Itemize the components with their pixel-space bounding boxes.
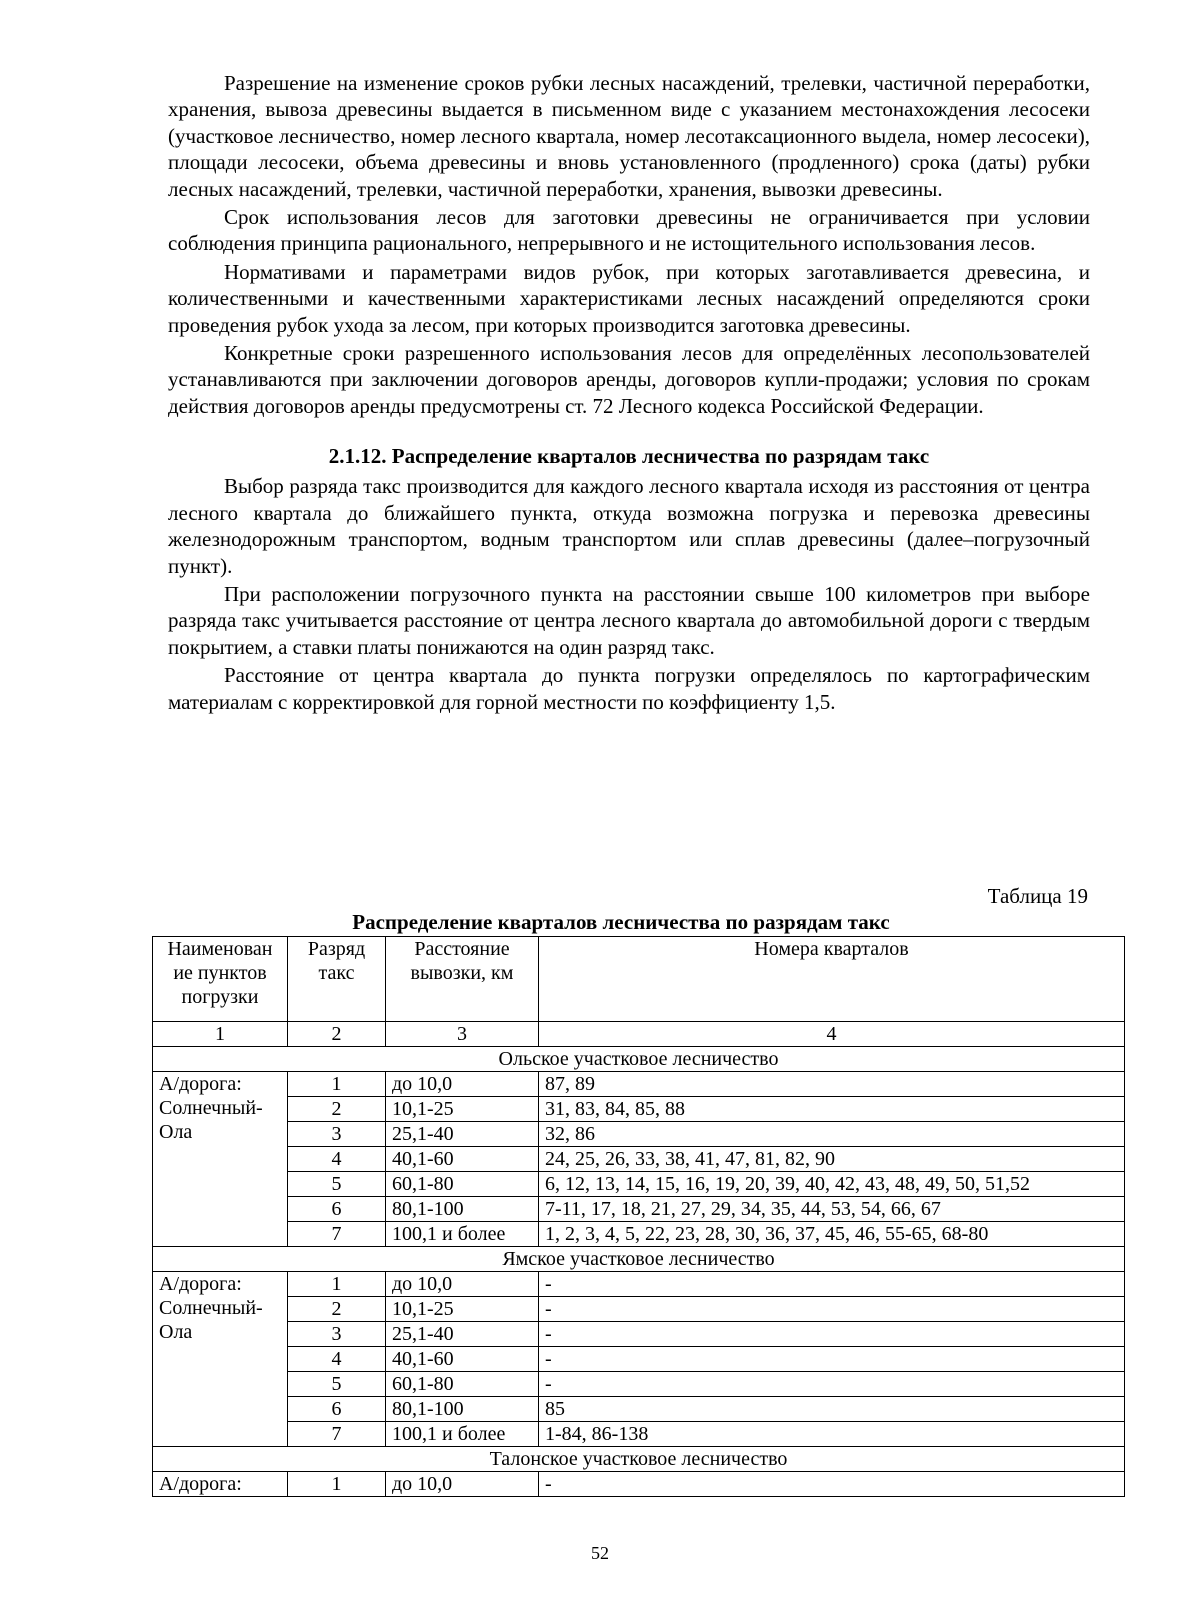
page-number: 52 [591,1543,609,1563]
grade-cell: 6 [288,1197,386,1222]
grade-cell: 1 [288,1272,386,1297]
table-title: Распределение кварталов лесничества по разрядам такс [352,910,890,934]
table-row [153,1147,1125,1172]
distance-cell: 25,1-40 [386,1122,539,1147]
quarters-cell: - [539,1472,1125,1497]
distance-cell: 100,1 и более [386,1422,539,1447]
section-title: Ямское участковое лесничество [153,1247,1125,1272]
quarters-cell: - [539,1297,1125,1322]
table-row [153,1372,1125,1397]
quarters-cell: 1, 2, 3, 4, 5, 22, 23, 28, 30, 36, 37, 45, 46, 55-65, 68-80 [539,1222,1125,1247]
grade-cell: 7 [288,1422,386,1447]
body-text [168,70,1090,717]
quarters-cell: - [539,1272,1125,1297]
distance-cell: 80,1-100 [386,1397,539,1422]
grade-cell: 4 [288,1147,386,1172]
section-heading: 2.1.12. Распределение кварталов лесничества по разрядам такс [328,444,930,469]
table-row [153,1397,1125,1422]
table-row [153,1472,1125,1497]
loading-point: А/дорога: Солнечный-Ола [153,1272,288,1447]
quarters-cell: 7-11, 17, 18, 21, 27, 29, 34, 35, 44, 53, 54, 66, 67 [539,1197,1125,1222]
section-row [153,1047,1125,1072]
quarters-cell: - [539,1372,1125,1397]
distance-cell: 10,1-25 [386,1097,539,1122]
distance-cell: до 10,0 [386,1272,539,1297]
paragraph: Разрешение на изменение сроков рубки лесных насаждений, трелевки, частичной переработки, хранения, вывоза древесины выдается в письменном виде с указанием местонахождения лесосеки (участковое лесничество, номер лесного квартала, номер лесотаксационного выдела, номер лесосеки), площади лесосеки, объема древесины и вновь установленного (продленного) срока (даты) рубки лесных насаждений, трелевки, частичной переработки, хранения, вывозки древесины. [168,71,1090,201]
quarters-cell: 32, 86 [539,1122,1125,1147]
grade-cell: 1 [288,1072,386,1097]
quarters-cell: 6, 12, 13, 14, 15, 16, 19, 20, 39, 40, 42, 43, 48, 49, 50, 51,52 [539,1172,1125,1197]
column-number-row [153,1022,1125,1047]
distance-cell: до 10,0 [386,1072,539,1097]
paragraph: Выбор разряда такс производится для каждого лесного квартала исходя из расстояния от центра лесного квартала до ближайшего пункта, откуда возможна погрузка и перевозка древесины железнодорожным транспортом, водным транспортом или сплав древесины (далее–погрузочный пункт). [168,474,1090,578]
table-row [153,1072,1125,1097]
table-row [153,1272,1125,1297]
distribution-table [152,936,1125,1497]
table-row [153,1297,1125,1322]
grade-cell: 1 [288,1472,386,1497]
table-row [153,1347,1125,1372]
table-row [153,1422,1125,1447]
paragraph: Расстояние от центра квартала до пункта погрузки определялось по картографическим материалам с корректировкой для горной местности по коэффициенту 1,5. [168,663,1090,714]
table-row [153,1097,1125,1122]
distance-cell: до 10,0 [386,1472,539,1497]
table-row [153,1122,1125,1147]
grade-cell: 6 [288,1397,386,1422]
distance-cell: 100,1 и более [386,1222,539,1247]
grade-cell: 5 [288,1172,386,1197]
quarters-cell: 24, 25, 26, 33, 38, 41, 47, 81, 82, 90 [539,1147,1125,1172]
distance-cell: 40,1-60 [386,1347,539,1372]
grade-cell: 2 [288,1097,386,1122]
section-title: Талонское участковое лесничество [153,1447,1125,1472]
paragraph: Конкретные сроки разрешенного использования лесов для определённых лесопользователей устанавливаются при заключении договоров аренды, договоров купли-продажи; условия по срокам действия договоров аренды предусмотрены ст. 72 Лесного кодекса Российской Федерации. [168,341,1090,418]
quarters-cell: 87, 89 [539,1072,1125,1097]
column-number: 3 [386,1022,539,1047]
grade-cell: 4 [288,1347,386,1372]
table-row [153,1197,1125,1222]
paragraph: Срок использования лесов для заготовки древесины не ограничивается при условии соблюдения принципа рационального, непрерывного и не истощительного использования лесов. [168,205,1090,256]
column-number: 4 [539,1022,1125,1047]
header-cell: Расстояние вывозки, км [386,937,539,1022]
distance-cell: 10,1-25 [386,1297,539,1322]
loading-point: А/дорога: [153,1472,288,1497]
section-title: Ольское участковое лесничество [153,1047,1125,1072]
grade-cell: 5 [288,1372,386,1397]
table-row [153,1172,1125,1197]
header-cell: Номера кварталов [539,937,1125,1022]
paragraph: Нормативами и параметрами видов рубок, при которых заготавливается древесина, и количественными и качественными характеристиками лесных насаждений определяются сроки проведения рубок ухода за лесом, при которых производится заготовка древесины. [168,259,1090,337]
table-label: Таблица 19 [987,884,1088,908]
quarters-cell: - [539,1347,1125,1372]
quarters-cell: 85 [539,1397,1125,1422]
table-row [153,1222,1125,1247]
distance-cell: 80,1-100 [386,1197,539,1222]
distance-cell: 60,1-80 [386,1172,539,1197]
section-row [153,1247,1125,1272]
section-row [153,1447,1125,1472]
quarters-cell: 31, 83, 84, 85, 88 [539,1097,1125,1122]
table-row [153,1322,1125,1347]
header-cell: Наименован ие пунктов погрузки [153,937,288,1022]
grade-cell: 3 [288,1322,386,1347]
quarters-cell: - [539,1322,1125,1347]
distance-cell: 60,1-80 [386,1372,539,1397]
header-cell: Разряд такс [288,937,386,1022]
loading-point: А/дорога: Солнечный-Ола [153,1072,288,1247]
paragraph: При расположении погрузочного пункта на расстоянии свыше 100 километров при выборе разряда такс учитывается расстояние от центра лесного квартала до автомобильной дороги с твердым покрытием, а ставки платы понижаются на один разряд такс. [168,581,1090,659]
quarters-cell: 1-84, 86-138 [539,1422,1125,1447]
distance-cell: 40,1-60 [386,1147,539,1172]
distance-cell: 25,1-40 [386,1322,539,1347]
grade-cell: 7 [288,1222,386,1247]
grade-cell: 3 [288,1122,386,1147]
table-header-row [153,937,1125,1022]
grade-cell: 2 [288,1297,386,1322]
column-number: 2 [288,1022,386,1047]
column-number: 1 [153,1022,288,1047]
